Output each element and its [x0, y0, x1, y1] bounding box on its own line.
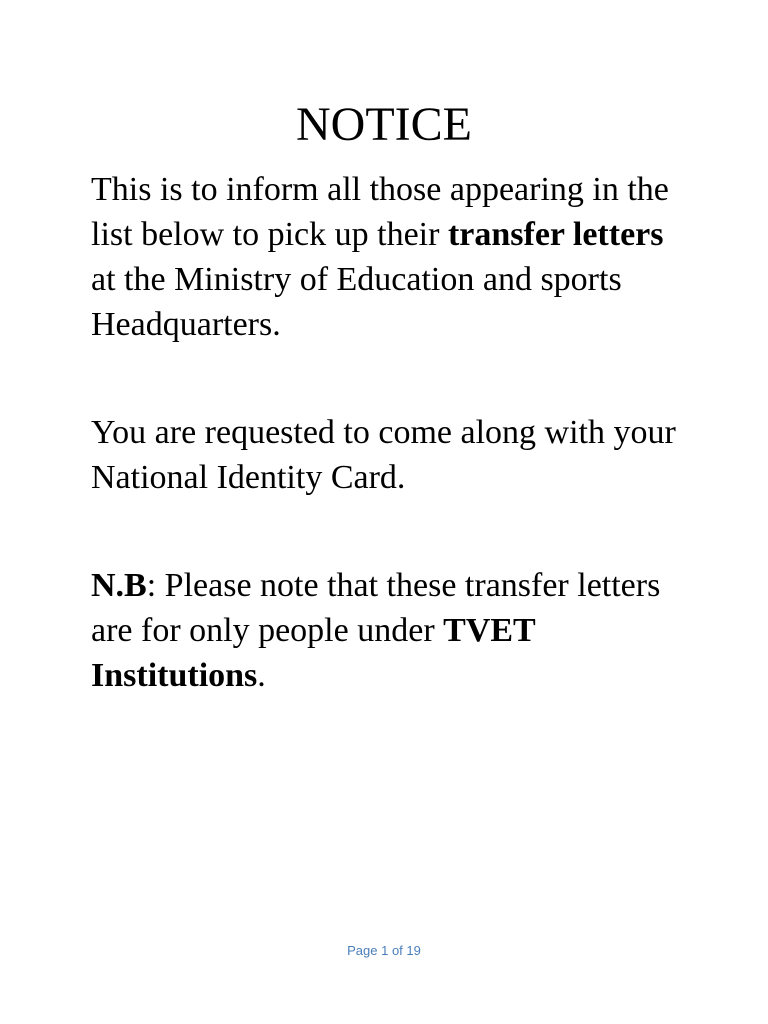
bold-text-transfer-letters: transfer letters [447, 216, 664, 253]
paragraph-text: at the Ministry of Education and sports Headquarters. [91, 261, 622, 343]
paragraph-text: . [257, 657, 266, 694]
bold-text-nb: N.B [91, 567, 147, 604]
paragraph-text: This is to inform all those appearing in the list below to pick up their [91, 171, 669, 253]
paragraph-id-requirement [91, 410, 691, 500]
paragraph-pickup-instructions [91, 167, 691, 347]
notice-title: NOTICE [296, 98, 472, 151]
bold-text-tvet-institutions: TVET Institutions [91, 612, 536, 694]
paragraph-text: : Please note that these transfer letters are for only people under [91, 567, 661, 649]
page-number-footer: Page 1 of 19 [347, 943, 421, 958]
paragraph-note [91, 563, 691, 698]
paragraph-text: You are requested to come along with your National Identity Card. [91, 414, 676, 496]
